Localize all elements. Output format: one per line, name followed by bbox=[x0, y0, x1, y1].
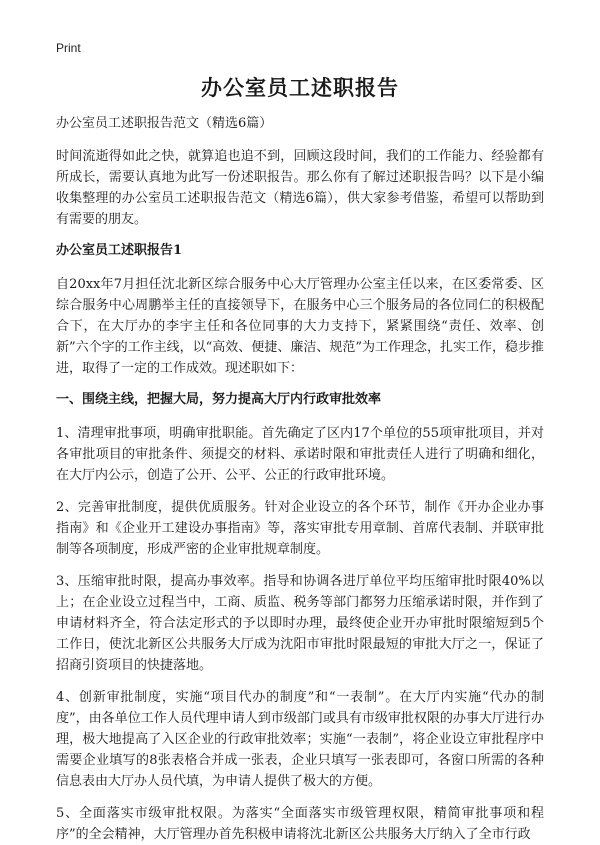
intro-paragraph: 时间流逝得如此之快，就算追也追不到，回顾这段时间，我们的工作能力、经验都有所成长，需要认真地为此写一份述职报告。那么你有了解过述职报告吗？以下是小编收集整理的办公室员工述职报告范文（精选6篇），供大家参考借鉴，希望可以帮助到有需要的朋友。 bbox=[56, 149, 544, 227]
list-item: 1、清理审批事项，明确审批职能。首先确定了区内17个单位的55项审批项目，并对各审批项目的审批条件、须提交的材料、承诺时限和审批责任人进行了明确和细化，在大厅内公示，创造了公开、公平、公正的行政审批环境。 bbox=[56, 426, 544, 483]
list-item: 3、压缩审批时限，提高办事效率。指导和协调各进厅单位平均压缩审批时限40%以上；在企业设立过程当中，工商、质监、税务等部门都努力压缩承诺时限，并作到了申请材料齐全，符合法定形式的予以即时办理，最终使企业开办审批时限缩短到5个工作日，使沈北新区公共服务大厅成为沈阳市审批时限最短的审批大厅之一，保证了招商引资项目的快捷落地。 bbox=[56, 574, 544, 673]
list-item: 5、全面落实市级审批权限。为落实“全面落实市级管理权限，精简审批事项和程序”的全会精神，大厅管理办首先积极申请将沈北新区公共服务大厅纳入了全市行政 bbox=[56, 806, 544, 842]
print-label[interactable]: Print bbox=[56, 41, 81, 55]
document-title: 办公室员工述职报告 bbox=[201, 75, 399, 100]
list-item: 4、创新审批制度，实施“项目代办的制度”和“一表制”。在大厅内实施“代办的制度”，由各单位工作人员代理申请人到市级部门或具有市级审批权限的办事大厅进行办理，极大地提高了入区企业的行政审批效率；实施“一表制”，将企业设立审批程序中需要企业填写的8张表格合并成一张表，企业只填写一张表即可，各窗口所需的各种信息表由大厅办人员代填，为申请人提供了极大的方便。 bbox=[56, 690, 544, 789]
document-subtitle: 办公室员工述职报告范文（精选6篇） bbox=[56, 116, 273, 131]
list-item: 2、完善审批制度，提供优质服务。针对企业设立的各个环节，制作《开办企业办事指南》和《企业开工建设办事指南》等，落实审批专用章制、首席代表制、并联审批制等各项制度，形成严密的企业审批规章制度。 bbox=[56, 500, 544, 557]
subsection-heading: 一、围绕主线，把握大局，努力提高大厅内行政审批效率 bbox=[56, 392, 382, 407]
section-title: 办公室员工述职报告1 bbox=[56, 243, 183, 258]
section-intro-paragraph: 自20xx年7月担任沈北新区综合服务中心大厅管理办公室主任以来，在区委常委、区综合服务中心周鹏举主任的直接领导下，在服务中心三个服务局的各位同仁的积极配合下，在大厅办的李宇主任和各位同事的大力支持下，紧紧围绕“责任、效率、创新”六个字的工作主线，以“高效、便捷、廉洁、规范”为工作理念，扎实工作，稳步推进，取得了一定的工作成效。现述职如下： bbox=[56, 277, 544, 376]
